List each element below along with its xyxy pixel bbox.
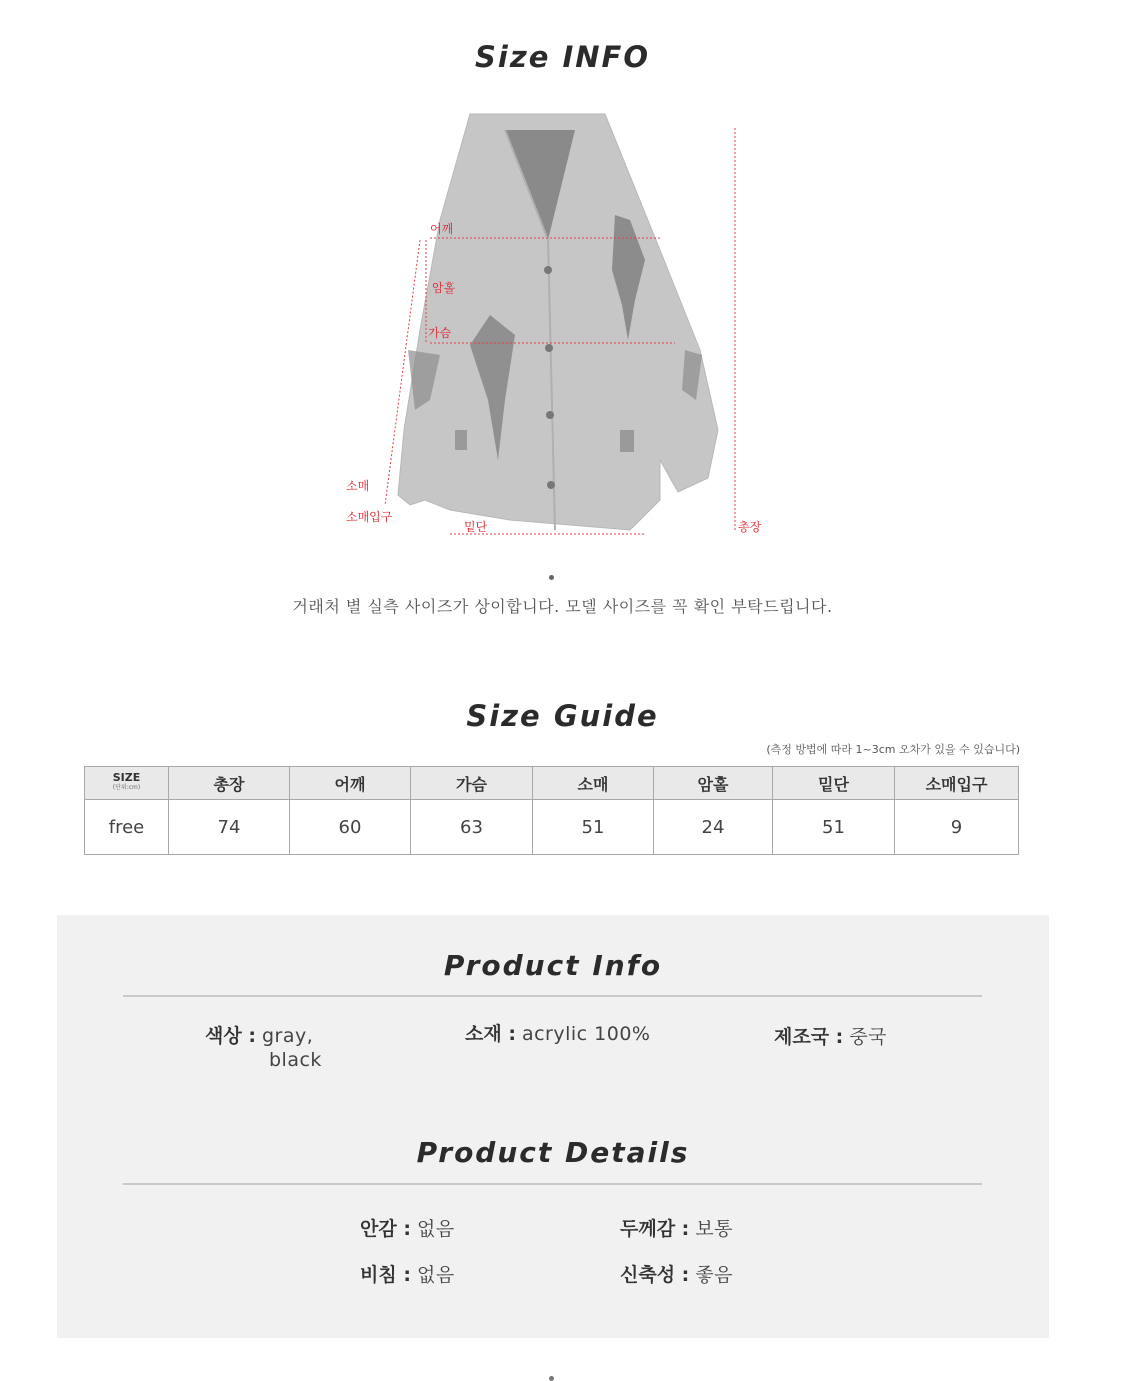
origin-info [774, 1022, 887, 1049]
size-header-label: SIZE [112, 771, 141, 784]
column-header: 총장 [169, 767, 290, 800]
color-value: gray, [261, 1025, 314, 1047]
color-label: 색상 : [205, 1025, 256, 1047]
label-length: 총장 [738, 520, 762, 534]
tolerance-note: (측정 방법에 따라 1~3cm 오차가 있을 수 있습니다) [766, 743, 1020, 756]
size-guide-title: Size Guide [466, 699, 659, 733]
value-cell: 74 [169, 800, 290, 855]
lining-label: 안감 : [360, 1218, 411, 1240]
value-cell: 63 [411, 800, 533, 855]
value-cell: 51 [533, 800, 654, 855]
thickness-label: 두께감 : [620, 1218, 690, 1240]
origin-label: 제조국 : [774, 1026, 844, 1048]
material-info [465, 1019, 650, 1046]
label-hem: 밑단 [464, 520, 488, 534]
value-cell: 51 [773, 800, 895, 855]
size-note: 거래처 별 실측 사이즈가 상이합니다. 모델 사이즈를 꼭 확인 부탁드립니다. [292, 597, 833, 616]
size-cell: free [85, 800, 169, 855]
thickness-info [620, 1214, 733, 1241]
column-header: 소매 [533, 767, 654, 800]
bottom-bullet [549, 1376, 554, 1381]
column-header: 밑단 [773, 767, 895, 800]
label-shoulder: 어깨 [430, 222, 454, 236]
thickness-value: 보통 [695, 1218, 734, 1240]
column-header: 소매입구 [895, 767, 1019, 800]
size-table-header-row [85, 767, 1019, 800]
material-value: acrylic 100% [521, 1023, 651, 1045]
cardigan-measurement-diagram [330, 100, 800, 560]
size-info-title: Size INFO [475, 40, 650, 74]
value-cell: 24 [654, 800, 773, 855]
sheer-info [360, 1260, 455, 1287]
size-header-cell [85, 767, 169, 800]
product-info-panel [57, 915, 1049, 1338]
note-bullet [549, 575, 554, 580]
lining-info [360, 1214, 455, 1241]
table-row [85, 800, 1019, 855]
sheer-label: 비침 : [360, 1264, 411, 1286]
color-info [205, 1021, 313, 1048]
column-header: 어깨 [290, 767, 411, 800]
divider [123, 1183, 982, 1185]
label-armhole: 암홀 [432, 281, 456, 295]
lining-value: 없음 [416, 1218, 455, 1240]
stretch-label: 신축성 : [620, 1264, 690, 1286]
sheer-value: 없음 [416, 1264, 455, 1286]
cardigan-image [398, 114, 718, 530]
stretch-info [620, 1260, 733, 1287]
label-cuff: 소매입구 [346, 510, 393, 524]
size-table [84, 766, 1019, 855]
origin-value: 중국 [849, 1026, 888, 1048]
divider [123, 995, 982, 997]
material-label: 소재 : [465, 1023, 516, 1045]
color-info-second-line [269, 1049, 322, 1071]
value-cell: 9 [895, 800, 1019, 855]
column-header: 암홀 [654, 767, 773, 800]
label-sleeve: 소매 [346, 479, 370, 493]
size-header-unit: (단위:cm) [112, 784, 141, 791]
column-header: 가슴 [411, 767, 533, 800]
label-chest: 가슴 [428, 326, 452, 340]
product-info-title: Product Info [443, 949, 663, 982]
product-details-title: Product Details [416, 1136, 690, 1169]
color-value-second: black [269, 1049, 322, 1071]
stretch-value: 좋음 [695, 1264, 734, 1286]
value-cell: 60 [290, 800, 411, 855]
